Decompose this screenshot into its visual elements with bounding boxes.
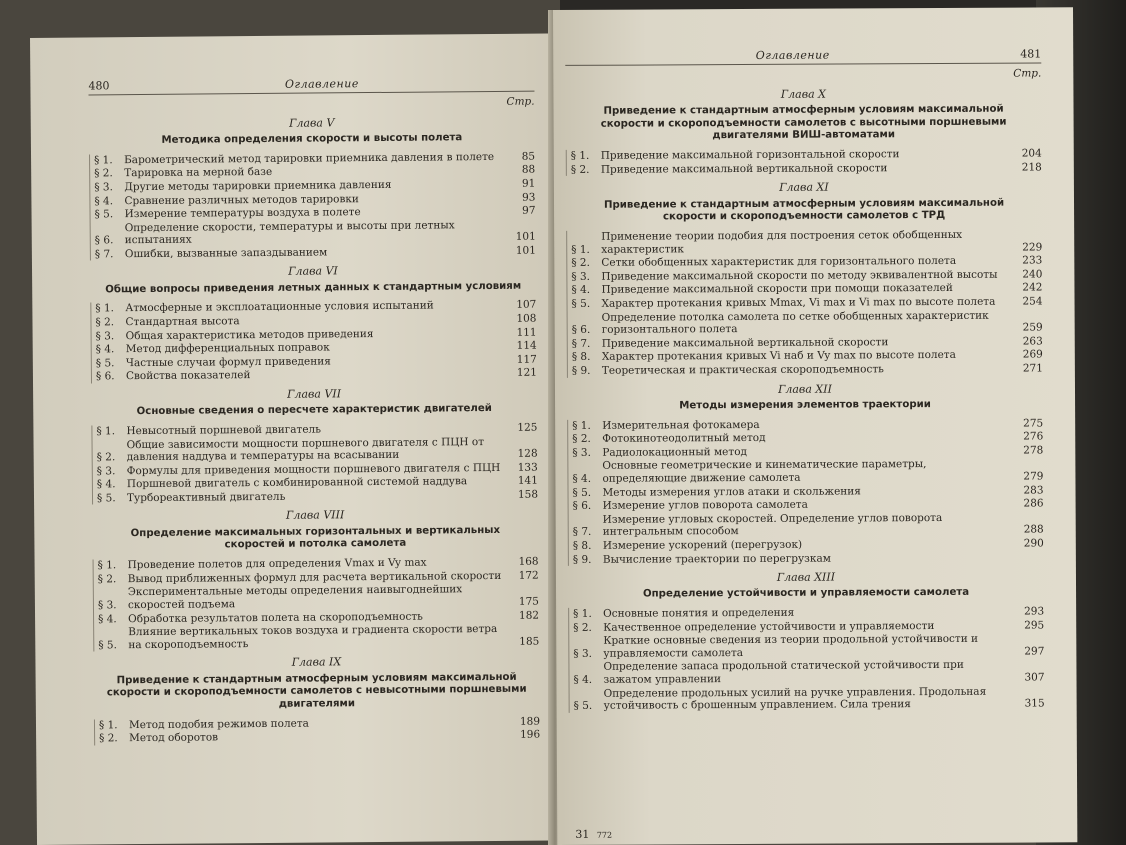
section-title: Определение потолка самолета по сетке обобщенных характеристик горизонтального полета — [601, 309, 989, 336]
section-list — [94, 715, 540, 745]
section-number: § 8. — [571, 351, 591, 364]
section-number: § 5. — [95, 357, 115, 370]
toc-entry[interactable] — [573, 633, 1044, 661]
toc-entry[interactable] — [96, 367, 537, 383]
section-number: § 2. — [96, 451, 116, 464]
section-number: § 3. — [572, 446, 591, 459]
chapter-heading: Глава X — [780, 87, 827, 101]
section-number: § 6. — [571, 324, 591, 337]
section-page-number: 88 — [521, 163, 536, 177]
toc-entry[interactable] — [98, 623, 539, 652]
chapter-heading: Глава VII — [287, 387, 342, 401]
section-page-number: 295 — [1024, 619, 1045, 632]
section-title: Атмосферные и эксплоатационные условия испытаний — [125, 299, 434, 315]
section-list — [93, 556, 540, 652]
section-page-number: 101 — [515, 230, 536, 244]
toc-entry[interactable] — [573, 551, 1044, 566]
toc-entry[interactable] — [97, 488, 538, 504]
section-list — [568, 605, 1045, 712]
section-page-number: 276 — [1023, 430, 1044, 443]
section-page-number: 283 — [1023, 483, 1044, 497]
signature-number: 31 — [575, 827, 590, 841]
section-page-number: 117 — [516, 353, 537, 366]
section-number: § 6. — [94, 234, 114, 247]
section-title: Определение скорости, температуры и высоты при летных испытаниях — [124, 218, 455, 247]
section-page-number: 307 — [1024, 671, 1045, 684]
section-title: Приведение максимальной вертикальной скорости — [600, 162, 888, 176]
right-page-number: 481 — [1020, 47, 1042, 61]
section-list — [566, 229, 1043, 378]
section-page-number: 218 — [1021, 161, 1042, 174]
section-page-number: 269 — [1022, 348, 1043, 361]
section-page-number: 101 — [515, 244, 536, 257]
section-page-number: 288 — [1023, 523, 1044, 536]
section-title: Основные понятия и определения — [603, 606, 795, 620]
section-number: § 1. — [572, 419, 591, 432]
section-number: § 1. — [571, 243, 590, 256]
section-page-number: 121 — [516, 366, 537, 380]
section-number: § 9. — [571, 364, 591, 377]
section-title: Методы измерения углов атаки и скольжения — [602, 484, 861, 499]
section-title: Барометрический метод тарировки приемника давления в полете — [124, 150, 495, 166]
section-title: Измерение углов поворота самолета — [602, 498, 808, 512]
right-toc — [565, 86, 1044, 712]
section-page-number: 158 — [517, 488, 539, 501]
section-page-number: 263 — [1022, 335, 1043, 348]
section-title: Радиолокационный метод — [602, 445, 748, 459]
section-number: § 1. — [95, 302, 115, 315]
section-list — [566, 148, 1042, 177]
toc-entry[interactable] — [571, 282, 1042, 297]
section-title: Характер протекания кривых Mmax, Vi max и Vi max по высоте полета — [601, 295, 996, 310]
toc-entry[interactable] — [572, 444, 1043, 459]
section-number: § 3. — [94, 181, 113, 194]
section-number: § 9. — [572, 553, 592, 566]
toc-entry[interactable] — [572, 349, 1043, 364]
toc-entry[interactable] — [572, 362, 1043, 377]
section-number: § 3. — [571, 270, 591, 283]
section-title: Метод оборотов — [129, 731, 219, 745]
chapter-title: Методы измерения элементов траектории — [679, 398, 931, 412]
section-page-number: 229 — [1022, 241, 1043, 254]
toc-entry[interactable] — [571, 161, 1042, 176]
section-page-number: 108 — [516, 312, 537, 325]
section-number: § 1. — [94, 154, 113, 167]
section-number: § 5. — [96, 492, 116, 505]
section-title: Сетки обобщенных характеристик для горизонтального полета — [601, 255, 957, 270]
section-title: Определение продольных усилий на ручке управления. Продольная устойчивость с брошенным управлением. Сила трения — [603, 685, 987, 712]
chapter-title: Приведение к стандартным атмосферным условиям максимальной скорости и скороподъемности самолетов с высотными поршневыми двигателями ВИШ-автоматами — [600, 103, 1007, 142]
section-title: Вычисление траектории по перегрузкам — [602, 552, 831, 566]
section-number: § 5. — [98, 638, 117, 652]
section-number: § 2. — [573, 621, 592, 634]
left-toc — [89, 114, 540, 745]
toc-entry[interactable] — [571, 255, 1042, 270]
section-number: § 6. — [572, 499, 592, 513]
section-page-number: 107 — [516, 298, 537, 312]
section-number: § 1. — [570, 150, 590, 163]
section-list — [90, 299, 537, 383]
toc-entry[interactable] — [95, 244, 536, 260]
section-number: § 7. — [94, 248, 114, 261]
chapter-heading: Глава XIII — [776, 570, 836, 584]
section-title: Стандартная высота — [125, 315, 240, 329]
section-title: Приведение максимальной вертикальной скорости — [601, 336, 889, 350]
chapter-title: Общие вопросы приведения летных данных к стандартным условиям — [105, 280, 522, 296]
toc-entry[interactable] — [571, 268, 1042, 283]
section-page-number: 278 — [1023, 444, 1044, 457]
section-page-number: 141 — [517, 474, 538, 488]
section-title: Измерение ускорений (перегрузок) — [602, 538, 803, 552]
chapter-title: Приведение к стандартным атмосферным условиям максимальной скорости и скороподъемности самолетов с невысотными поршневыми двигателями — [106, 671, 527, 710]
chapter-title: Определение устойчивости и управляемости самолета — [642, 587, 970, 600]
section-number: § 7. — [571, 337, 591, 350]
section-title: Экспериментальные методы определения наивыгоднейших скоростей подъема — [127, 583, 463, 612]
section-title: Общие зависимости мощности поршневого двигателя с ПЦН от давления наддува и температуры на всасывании — [126, 435, 485, 464]
section-title: Тарировка на мерной базе — [124, 166, 273, 180]
section-page-number: 254 — [1022, 295, 1043, 308]
toc-entry[interactable] — [98, 583, 539, 612]
section-title: Основные геометрические и кинематические параметры, определяющие движение самолета — [602, 458, 927, 485]
signature-mark — [575, 828, 612, 841]
toc-entry[interactable] — [572, 335, 1043, 350]
section-page-number: 128 — [517, 447, 538, 460]
section-number: § 2. — [572, 432, 591, 446]
toc-entry[interactable] — [572, 484, 1043, 499]
section-page-number: 286 — [1023, 497, 1044, 510]
chapter-heading: Глава V — [289, 116, 335, 130]
section-page-number: 242 — [1022, 281, 1043, 295]
chapter-heading: Глава XI — [779, 180, 829, 195]
section-title: Вывод приближенных формул для расчета вертикальной скорости — [127, 569, 502, 585]
section-title: Краткие основные сведения из теории продольной устойчивости и управляемости самолета — [603, 633, 979, 660]
section-page-number: 204 — [1021, 147, 1042, 160]
section-title: Частные случаи формул приведения — [125, 355, 331, 369]
section-number: § 2. — [97, 573, 117, 586]
section-title: Приведение максимальной скорости при помощи показателей — [601, 282, 953, 297]
section-page-number: 233 — [1022, 254, 1043, 267]
toc-entry[interactable] — [572, 417, 1043, 432]
section-number: § 1. — [98, 719, 118, 732]
section-number: § 5. — [572, 486, 592, 499]
section-page-number: 315 — [1024, 697, 1045, 710]
section-title: Применение теории подобия для построения сеток обобщенных характеристик — [601, 228, 963, 256]
section-title: Метод дифференциальных поправок — [125, 341, 330, 356]
section-number: § 4. — [98, 612, 117, 625]
section-page-number: 297 — [1024, 645, 1045, 658]
chapter-heading: Глава VI — [288, 264, 338, 279]
toc-entry[interactable] — [573, 498, 1044, 513]
section-page-number: 111 — [516, 326, 537, 339]
section-title: Обработка результатов полета на скороподъемность — [128, 610, 423, 625]
section-title: Теоретическая и практическая скороподъемность — [601, 363, 884, 377]
toc-entry[interactable] — [573, 537, 1044, 552]
toc-entry[interactable] — [573, 605, 1044, 620]
section-number: § 4. — [571, 284, 591, 297]
section-page-number: 271 — [1022, 362, 1043, 375]
toc-entry[interactable] — [573, 619, 1044, 634]
right-str-label: Стр. — [1013, 67, 1042, 80]
chapter-title: Определение максимальных горизонтальных и вертикальных скоростей и потолка самолета — [130, 524, 501, 551]
section-title: Измерение температуры воздуха в полете — [124, 206, 361, 221]
toc-entry[interactable] — [95, 218, 536, 247]
section-list — [567, 417, 1044, 566]
toc-entry[interactable] — [574, 685, 1045, 713]
left-running-title: Оглавление — [284, 77, 359, 91]
section-title: Приведение максимальной горизонтальной скорости — [600, 148, 900, 162]
section-page-number: 91 — [521, 177, 536, 190]
section-title: Турбореактивный двигатель — [126, 490, 286, 505]
section-title: Фотокинотеодолитный метод — [602, 432, 766, 445]
section-title: Сравнение различных методов тарировки — [124, 192, 359, 207]
section-title: Метод подобия режимов полета — [128, 717, 309, 731]
section-number: § 2. — [94, 167, 113, 180]
section-number: § 1. — [573, 607, 592, 620]
section-number: § 2. — [570, 163, 590, 176]
toc-entry[interactable] — [571, 229, 1042, 257]
toc-entry[interactable] — [99, 729, 540, 745]
section-number: § 5. — [571, 297, 591, 310]
section-title: Ошибки, вызванные запаздыванием — [124, 246, 328, 261]
chapter-heading: Глава VIII — [285, 508, 345, 523]
chapter-title: Приведение к стандартным атмосферным условиям максимальной скорости и скороподъемности самолетов с ТРД — [603, 197, 1005, 223]
section-title: Общая характеристика методов приведения — [125, 327, 374, 342]
chapter-heading: Глава XII — [778, 382, 832, 396]
print-code: 772 — [596, 830, 613, 840]
toc-entry[interactable] — [572, 431, 1043, 446]
section-number: § 5. — [94, 208, 114, 221]
section-number: § 3. — [96, 464, 116, 478]
section-page-number: 168 — [518, 555, 539, 568]
section-page-number: 189 — [519, 715, 541, 728]
left-page — [30, 33, 567, 845]
section-title: Измерение угловых скоростей. Определение углов поворота интегральным способом — [602, 511, 943, 539]
section-page-number: 172 — [518, 569, 539, 582]
section-page-number: 114 — [516, 339, 537, 352]
section-title: Измерительная фотокамера — [602, 418, 760, 432]
section-title: Невысотный поршневой двигатель — [126, 423, 321, 438]
section-page-number: 279 — [1023, 470, 1044, 483]
section-title: Влияние вертикальных токов воздуха и градиента скорости ветра на скороподъемность — [128, 623, 498, 651]
section-number: § 1. — [96, 425, 116, 438]
section-number: § 3. — [97, 599, 117, 612]
toc-entry[interactable] — [573, 511, 1044, 539]
section-number: § 4. — [95, 343, 115, 356]
section-page-number: 97 — [522, 204, 536, 217]
section-page-number: 240 — [1022, 268, 1043, 281]
toc-entry[interactable] — [572, 309, 1043, 337]
section-number: § 2. — [571, 257, 590, 270]
section-number: § 4. — [94, 194, 114, 207]
section-page-number: 175 — [518, 595, 539, 608]
section-page-number: 182 — [518, 609, 540, 622]
left-running-head — [88, 76, 534, 96]
section-number: § 8. — [572, 539, 592, 552]
right-running-title: Оглавление — [755, 48, 830, 62]
section-number: § 5. — [573, 699, 593, 713]
section-page-number: 196 — [520, 728, 541, 742]
section-page-number: 275 — [1023, 417, 1044, 430]
section-number: § 1. — [97, 559, 117, 572]
toc-entry[interactable] — [97, 435, 538, 464]
left-page-number: 480 — [88, 79, 110, 93]
section-number: § 3. — [95, 329, 115, 343]
section-number: § 2. — [95, 316, 115, 329]
section-page-number: 133 — [517, 461, 538, 474]
section-number: § 6. — [95, 370, 115, 383]
toc-entry[interactable] — [572, 458, 1043, 486]
section-number: § 7. — [572, 526, 592, 539]
section-number: § 4. — [96, 478, 116, 491]
section-page-number: 125 — [517, 421, 538, 434]
right-running-head — [565, 47, 1041, 66]
section-page-number: 93 — [521, 191, 536, 204]
section-list — [89, 150, 536, 261]
toc-entry[interactable] — [572, 296, 1043, 311]
section-page-number: 259 — [1022, 321, 1043, 334]
section-title: Свойства показателей — [125, 369, 251, 383]
chapter-title: Основные сведения о пересчете характеристик двигателей — [136, 403, 492, 418]
toc-entry[interactable] — [571, 148, 1042, 163]
section-list — [91, 421, 538, 504]
section-number: § 3. — [573, 647, 593, 660]
section-number: § 4. — [572, 472, 592, 485]
section-title: Поршневой двигатель с комбинированной системой наддува — [126, 475, 468, 491]
section-page-number: 290 — [1023, 537, 1044, 550]
section-number: § 4. — [573, 673, 593, 686]
section-page-number: 85 — [521, 150, 536, 163]
section-title: Качественное определение устойчивости и управляемости — [603, 619, 935, 634]
right-page — [553, 7, 1077, 845]
section-title: Характер протекания кривых Vi наб и Vy max по высоте полета — [601, 349, 956, 364]
section-title: Формулы для приведения мощности поршневого двигателя с ПЦН — [126, 461, 501, 477]
section-title: Приведение максимальной скорости по методу эквивалентной высоты — [601, 268, 998, 283]
section-number: § 2. — [99, 732, 118, 745]
chapter-title: Методика определения скорости и высоты полета — [161, 132, 463, 146]
section-page-number: 293 — [1024, 605, 1045, 618]
section-page-number: 185 — [519, 635, 540, 648]
section-title: Определение запаса продольной статической устойчивости при зажатом управлении — [603, 659, 964, 686]
section-title: Другие методы тарировки приемника давления — [124, 178, 392, 194]
chapter-heading: Глава IX — [291, 655, 342, 670]
left-str-label: Стр. — [506, 95, 535, 109]
section-title: Проведение полетов для определения Vmax и Vy max — [127, 556, 427, 572]
toc-entry[interactable] — [573, 659, 1044, 687]
